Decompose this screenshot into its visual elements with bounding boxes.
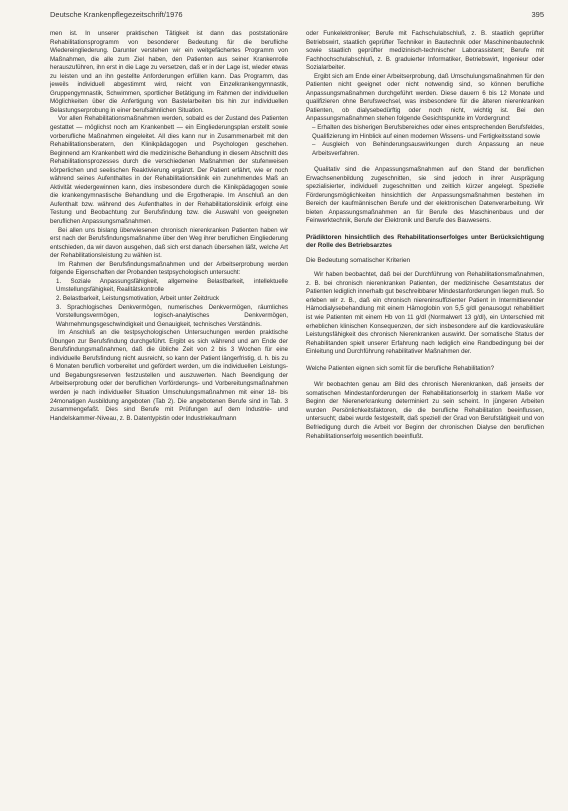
paragraph: Wir beobachten genau am Bild des chronisch Nierenkranken, daß jenseits der somatischen Mindestanforderungen der Rehabilitationserfolg in starkem Maße vor Beginn der Nierenerkrankung determiniert zu sein scheint. In jüngeren Arbeiten wurden Persönlichkeitsfaktoren, die die berufliche Rehabilitation beeinflussen, untersucht; dabei wurde festgestellt, daß speziell der Grad von Berufstätigkeit und von Befriedigung durch die Arbeit vor Beginn der chronischen Dialyse den beruflichen Rehabilitationserfolg wesentlich beeinflußt.: [306, 381, 544, 440]
running-header: [50, 10, 544, 24]
paragraph: men ist. In unserer praktischen Tätigkeit ist dann das poststationäre Rehabilitationsprogramm von besonderer Bedeutung für die berufliche Wiedereingliederung. Darunter verstehen wir ein weitgefächertes Programm von Maßnahmen, die alle zum Ziel haben, den Patienten aus seiner Krankenrolle herauszuführen, ihn erst in die Lage zu versetzen, daß er in der Lage ist, wieder etwas zu leisten und an ihn gestellte Anforderungen erfüllen kann. Das Programm, das jeweils individuell abgestimmt wird, reicht von Einzelkrankengymnastik, Gruppengymnastik, Schwimmen, sportlicher Betätigung im Rahmen der individuellen Möglichkeiten über die Anfertigung von Bastelarbeiten bis hin zur individuellen Belastungserprobung in einer berufsähnlichen Situation.: [50, 30, 288, 114]
section-heading: Prädiktoren hinsichtlich des Rehabilitationserfolges unter Berücksichtigung der Rolle des Betriebsarztes: [306, 234, 544, 250]
paragraph: Wir haben beobachtet, daß bei der Durchführung von Rehabilitationsmaßnahmen, z. B. bei chronisch nierenkranken Patienten, der medizinische Gesamtstatus der Patienten lediglich innerhalb gut beschreibbarer Mindestanforderungen liegen muß. So erleben wir z. B., daß ein chronisch niereninsuffizienter Patient in Intermittierender Hämodialysebehandlung mit einem Hämoglobin von 5,5 g/dl genausogut rehabilitiert ist wie Patienten mit einem Hb von 11 g/dl (Normalwert 13 g/dl), ein Unterschied mit erheblichen klinischen Konsequenzen, der sich insbesondere auf die kardiovaskuläre Leistungsfähigkeit des chronisch Nierenkranken auswirkt. Der somatische Status der Rehabilitanden spielt unserer Erfahrung nach lediglich eine Randbedingung bei der Einleitung und Durchführung rehabilitativer Maßnahmen der.: [306, 271, 544, 356]
paragraph: Qualitativ sind die Anpassungsmaßnahmen auf den Stand der beruflichen Erwachsenenbildung zugeschnitten, sie sind jedoch in ihrer Ausprägung spezialisierter, individuell zugeschnitten und zeitlich kürzer angelegt. Spezielle Förderungsmöglichkeiten hinsichtlich der Anpassungsmaßnahmen bestehen im Bereich der kaufmännischen Berufe und der elektronischen Datenverarbeitung. Wir bieten Anpassungsmaßnahmen an für Berufe des Maschinenbaus und der Feinwerktechnik, Berufe der Elektronik und Berufe des Bauwesens.: [306, 166, 544, 225]
subsection-heading: Die Bedeutung somatischer Kriterien: [306, 256, 411, 264]
right-column: [306, 30, 544, 806]
paragraph: oder Funkelektroniker; Berufe mit Fachschulabschluß, z. B. staatlich geprüfter Betriebswirt, staatlich geprüfter Techniker in Bautechnik oder Maschinenbautechnik sowie staatlich geprüfter medizinisch-technischer Laborassistent; Berufe mit Fachhochschulabschluß, z. B. graduierter Informatiker, Betriebswirt, Ingenieur oder Sozialarbeiter.: [306, 30, 544, 72]
list-item: 3. Sprachlogisches Denkvermögen, numerisches Denkvermögen, räumliches Vorstellungsvermögen, logisch-analytisches Denkvermögen, Wahrnehmungsgeschwindigkeit und Genauigkeit, technisches Verständnis.: [56, 303, 288, 328]
left-column: [50, 30, 288, 806]
paragraph: Im Rahmen der Berufsfindungsmaßnahmen und der Arbeitserprobung werden folgende Eigenschaften der Probanden testpsychologisch untersucht:: [50, 260, 288, 277]
paragraph: Ergibt sich am Ende einer Arbeitserprobung, daß Umschulungsmaßnahmen für den Patienten nicht geeignet oder nicht notwendig sind, so können berufliche Anpassungsmaßnahmen durchgeführt werden. Diese dauern 6 bis 12 Monate und qualifizieren ohne Berufswechsel, was insbesondere für die älteren nierenkranken Patienten, ob dialysebedürftig oder noch nicht, wichtig ist. Bei den Anpassungsmaßnahmen stehen folgende Gesichtspunkte im Vordergrund:: [306, 72, 544, 123]
paragraph: Bei allen uns bislang überwiesenen chronisch nierenkranken Patienten haben wir erst nach der Berufsfindungsmaßnahme über den Weg ihrer beruflichen Eingliederung entschieden, da wir davon ausgehen, daß sich erst danach übersehen läßt, welche Art der Rehabilitationsleistung zu wählen ist.: [50, 226, 288, 260]
list-item: – Ausgleich von Behinderungsauswirkungen durch Anpassung an neue Arbeitsverfahren.: [312, 141, 544, 157]
paragraph: Im Anschluß an die testpsychologischen Untersuchungen werden praktische Übungen zur Berufsfindung durchgeführt. Ergibt es sich während und am Ende der Berufsfindungsmaßnahmen, daß die übliche Zeit von 2 bis 3 Wochen für eine individuelle Berufsfindung nicht ausreicht, so kann der Patient längerfristig, d. h. bis zu 6 Monaten beruflich vorbereitet und gefördert werden, um die individuellen Leistungs- und Begabungsreserven festzustellen und auszuwerten. Nach Beendigung der Arbeitserprobung oder der beruflichen Vorförderungs- und Vorbereitungsmaßnahmen werden je nach individueller Situation Umschulungsmaßnahmen mit einer 18- bis 24monatigen Ausbildung angeboten (Tab 2). Die angebotenen Berufe sind in Tab. 3 zusammengefaßt. Dies sind Berufe mit Prüfungen auf dem Industrie- und Handelskammer-Niveau, z. B. Datentypistin oder Industriekaufmann: [50, 329, 288, 422]
journal-title: Deutsche Krankenpflegezeitschrift/1976: [50, 10, 183, 19]
list-item: – Erhalten des bisherigen Berufsbereiches oder eines entsprechenden Berufsfeldes, Qualifizierung im Hinblick auf einen modernen Wissens- und Fertigkeitsstand sowie: [312, 124, 544, 140]
list-item: 2. Belastbarkeit, Leistungsmotivation, Arbeit unter Zeitdruck: [56, 294, 220, 302]
paragraph: Vor allen Rehabilitationsmaßnahmen werden, sobald es der Zustand des Patienten gestattet — möglichst noch am Krankenbett — ein Eingliederungsplan erstellt sowie vorberufliche Maßnahmen eingeleitet. All dies kann nur in Zusammenarbeit mit den Rehabilitationsberatern, den Klinikpädagogen und Psychologen geschehen. Beginnend am Krankenbett wird die medizinische Behandlung in diesem Abschnitt des Rehabilitationsprozesses durch die verschiedenen Maßnahmen der stufenweisen körperlichen und seelischen Reaktivierung ergänzt. Der Patient erfährt, wie er noch während seines Aufenthaltes in der Rehabilitationsklinik ein zunehmendes Maß an Aktivität wiedergewinnen kann, dies insbesondere durch die Klinikpädagogen sowie die krankengymnastische Behandlung und die Ergotherapie. Im Anschluß an den Aufenthalt bzw. während des Aufenthaltes in der Rehabilitationsklinik erfolgt eine Testung und Beobachtung zur Berufsfindung bzw. die Auswahl von geeigneten beruflichen Anpassungsmaßnahmen.: [50, 115, 288, 226]
list-item: 1. Soziale Anpassungsfähigkeit, allgemeine Belastbarkeit, intellektuelle Umstellungsfähigkeit, Realitätskontrolle: [56, 277, 288, 294]
page-number: 395: [531, 10, 544, 19]
paragraph: Welche Patienten eignen sich somit für die berufliche Rehabilitation?: [306, 364, 495, 372]
